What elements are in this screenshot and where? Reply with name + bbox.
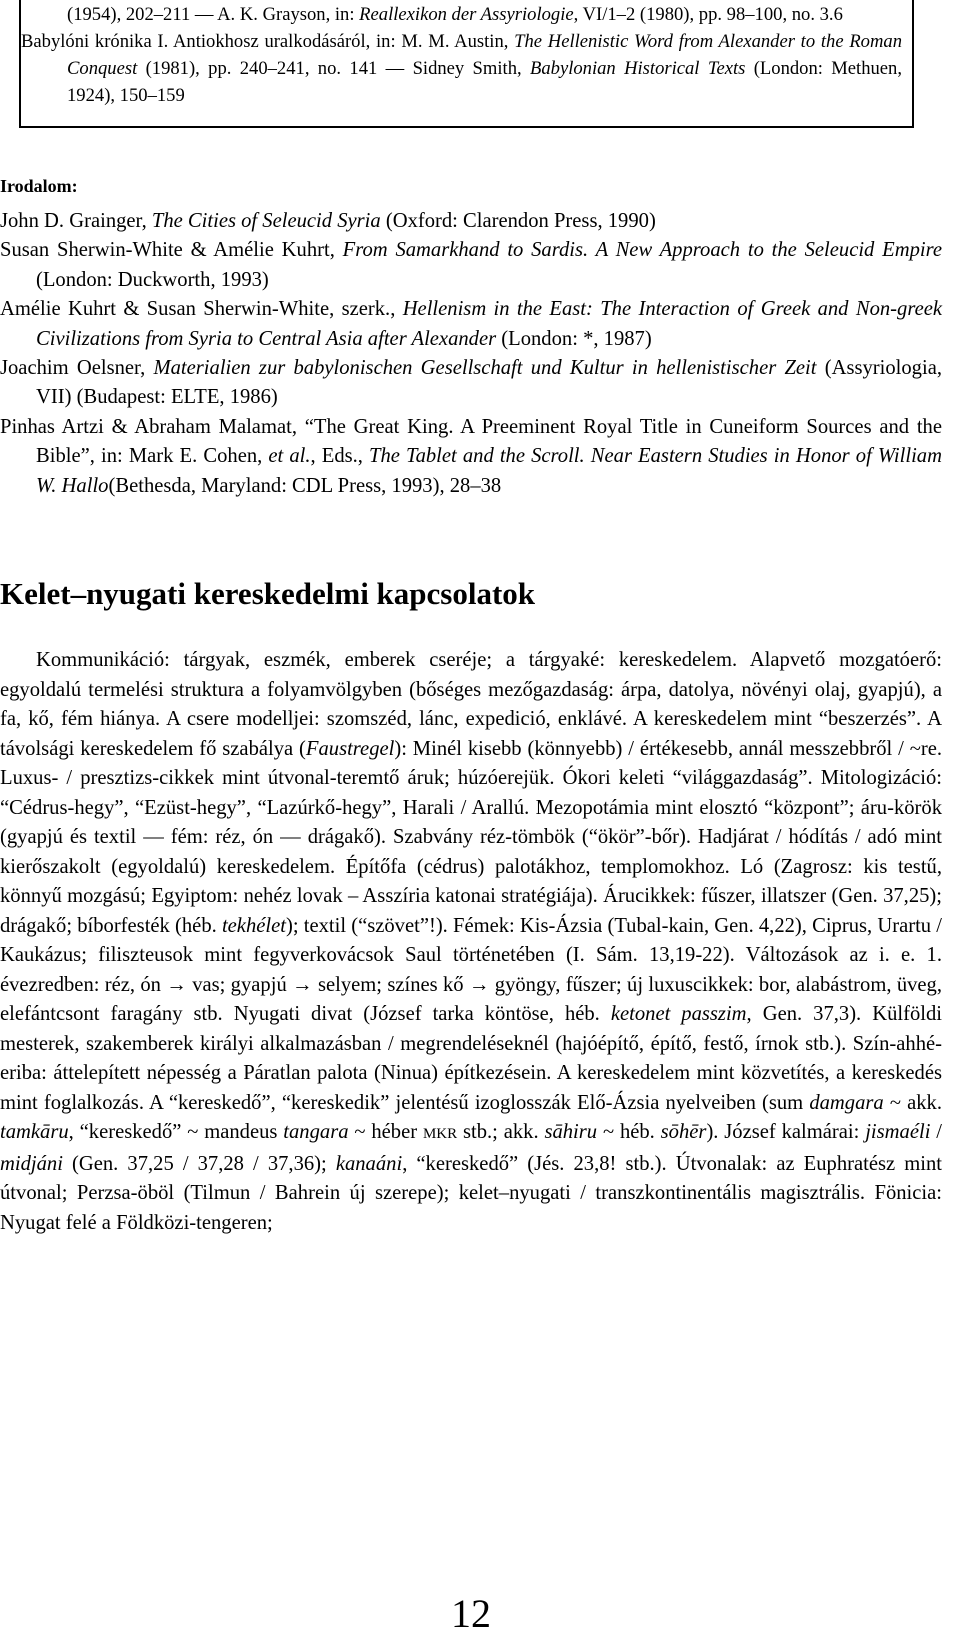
- page-number: 12: [451, 1591, 491, 1636]
- bibliography-list: [0, 207, 942, 501]
- literature-heading: Irodalom:: [0, 176, 78, 196]
- bibliography-entry: Joachim Oelsner, Materialien zur babylonischen Gesellschaft und Kultur in hellenistischer Zeit (Assyriologia, VII) (Budapest: ELTE, 1986): [0, 357, 942, 409]
- section-title: Kelet–nyugati kereskedelmi kapcsolatok: [0, 576, 536, 611]
- citation-entry-grayson: (1954), 202–211 — A. K. Grayson, in: Reallexikon der Assyriologie, VI/1–2 (1980), pp. 98–100, no. 3.6: [67, 4, 843, 25]
- bibliography-entry: Susan Sherwin-White & Amélie Kuhrt, From Samarkhand to Sardis. A New Approach to the Seleucid Empire (London: Duckworth, 1993): [0, 239, 942, 291]
- citation-entry-austin: Babylóni krónika I. Antiokhosz uralkodásáról, in: M. M. Austin, The Hellenistic Word from Alexander to the Roman Conquest (1981), pp. 240–241, no. 141 — Sidney Smith, Babylonian Historical Texts (London: Methuen, 1924), 150–159: [21, 31, 903, 106]
- citation-box: [19, 0, 914, 128]
- body-text: [0, 646, 942, 1238]
- bibliography-entry: Amélie Kuhrt & Susan Sherwin-White, szerk., Hellenism in the East: The Interaction of Greek and Non-greek Civilizations from Syria to Central Asia after Alexander (London: *, 1987): [0, 298, 942, 350]
- bibliography-entry: Pinhas Artzi & Abraham Malamat, “The Great King. A Preeminent Royal Title in Cuneiform Sources and the Bible”, in: Mark E. Cohen, et al., Eds., The Tablet and the Scroll. Near Eastern Studies in Honor of William W. Hallo(Bethesda, Maryland: CDL Press, 1993), 28–38: [0, 415, 942, 497]
- body-paragraph: Kommunikáció: tárgyak, eszmék, emberek cseréje; a tárgyaké: kereskedelem. Alapvető mozgatóerő: egyoldalú termelési struktura a folyamvölgyben (bőséges mezőgazdaság: árpa, datolya, növényi olaj, gyapjú), a fa, kő, fém hiánya. A csere modelljei: szomszéd, lánc, expedició, enklávé. A kereskedelem mint “beszerzés”. A távolsági kereskedelem fő szabálya (Faustregel): Minél kisebb (könnyebb) / értékesebb, annál messzebbről / ~re. Luxus- / presztizs-cikkek mint útvonal-teremtő áruk; húzóerejük. Ókori keleti “világgazdaság”. Mitologizáció: “Cédrus-hegy”, “Ezüst-hegy”, “Lazúrkő-hegy”, Harali / Arallú. Mezopotámia mint elosztó “központ”; áru-körök (gyapjú és textil — fém: réz, ón — drágakő). Szabvány réz-tömbök (“ökör”-bőr). Hadjárat / hódítás / adó mint kierőszakolt (egyoldalú) kereskedelem. Építőfa (cédrus) palotákhoz, templomokhoz. Ló (Zagrosz: kis testű, könnyű mozgású; Egyiptom: nehéz lovak – Asszíria katonai stratégiája). Árucikkek: fűszer, illatszer (Gen. 37,25); drágakő; bíborfesték (héb. tekhélet); textil (“szövet”!). Fémek: Kis-Ázsia (Tubal-kain, Gen. 4,22), Ciprus, Urartu / Kaukázus; filiszteusok mint fegyverkovácsok Saul történetében (I. Sám. 13,19-22). Változások az i. e. 1. évezredben: réz, ón → vas; gyapjú → selyem; színes kő → gyöngy, fűszer; új luxuscikkek: bor, alabástrom, üveg, elefántcsont faragány stb. Nyugati divat (József tarka köntöse, héb. ketonet passzim, Gen. 37,3). Külföldi mesterek, szakemberek királyi alkalmazásban / megrendeléseknél (hajóépítő, építő, festő, írnok stb.). Szín-ahhé-eriba: áttelepített népesség a Páratlan palota (Ninua) építkezésein. A kereskedelem mint közvetítés, a kereskedés mint foglalkozás. A “kereskedő”, “kereskedik” jelentésű izoglosszák Elő-Ázsia nyelveiben (sum damgara ~ akk. tamkāru, “kereskedő” ~ mandeus tangara ~ héber MKR stb.; akk. sāhiru ~ héb. sōhēr). József kalmárai: jismaéli / midjáni (Gen. 37,25 / 37,28 / 37,36); kanaáni, “kereskedő” (Jés. 23,8! stb.). Útvonalak: az Euphratész mint útvonal; Perzsa-öböl (Tilmun / Bahrein új szerepe); kelet–nyugati / transzkontinentális magisztrális. Fönicia: Nyugat felé a Földközi-tengeren;: [0, 649, 943, 1234]
- bibliography-entry: John D. Grainger, The Cities of Seleucid Syria (Oxford: Clarendon Press, 1990): [0, 210, 656, 232]
